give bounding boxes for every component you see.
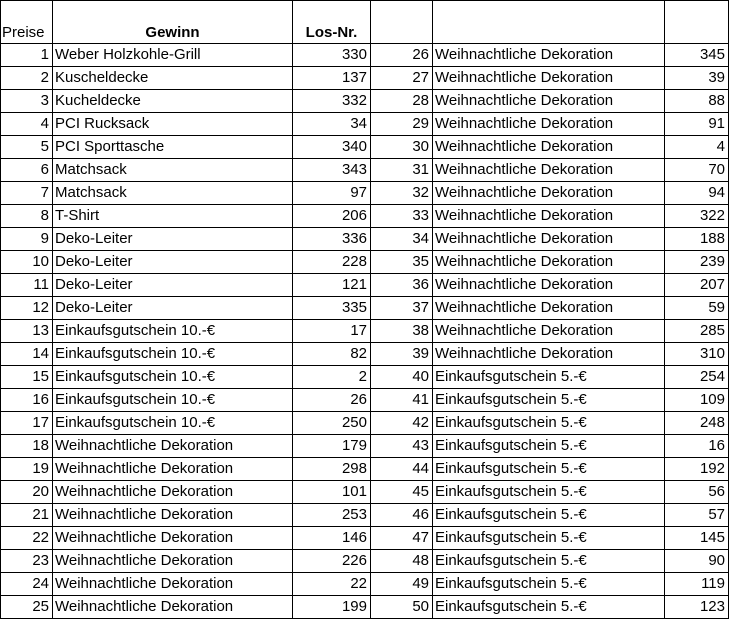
prize-number-cell[interactable]: 46 [371, 504, 433, 527]
prize-number-cell[interactable]: 20 [1, 481, 53, 504]
prize-number-cell[interactable]: 38 [371, 320, 433, 343]
ticket-number-cell[interactable]: 285 [665, 320, 729, 343]
table-row [1, 596, 729, 619]
ticket-number-cell[interactable]: 123 [665, 596, 729, 619]
prize-number-cell[interactable]: 13 [1, 320, 53, 343]
table-row [1, 320, 729, 343]
ticket-number-cell[interactable]: 146 [293, 527, 371, 550]
table-row [1, 251, 729, 274]
ticket-number-cell[interactable]: 97 [293, 182, 371, 205]
prize-number-cell[interactable]: 32 [371, 182, 433, 205]
ticket-number-cell[interactable]: 17 [293, 320, 371, 343]
ticket-number-cell[interactable]: 91 [665, 113, 729, 136]
prize-name-cell[interactable]: Weihnachtliche Dekoration [433, 182, 665, 205]
table-row [1, 90, 729, 113]
table-row [1, 182, 729, 205]
ticket-number-cell[interactable]: 26 [293, 389, 371, 412]
prize-number-cell[interactable]: 30 [371, 136, 433, 159]
ticket-number-cell[interactable]: 4 [665, 136, 729, 159]
prize-name-cell[interactable]: Weihnachtliche Dekoration [53, 527, 293, 550]
prize-name-cell[interactable]: Weihnachtliche Dekoration [53, 458, 293, 481]
ticket-number-cell[interactable]: 310 [665, 343, 729, 366]
prize-number-cell[interactable]: 7 [1, 182, 53, 205]
prize-number-cell[interactable]: 37 [371, 297, 433, 320]
table-row [1, 389, 729, 412]
prize-name-cell[interactable]: Weihnachtliche Dekoration [433, 136, 665, 159]
ticket-number-cell[interactable]: 228 [293, 251, 371, 274]
header-los-nr[interactable]: Los-Nr. [293, 1, 371, 44]
prize-name-cell[interactable]: Deko-Leiter [53, 297, 293, 320]
prize-number-cell[interactable]: 31 [371, 159, 433, 182]
ticket-number-cell[interactable]: 16 [665, 435, 729, 458]
prize-name-cell[interactable]: Einkaufsgutschein 10.-€ [53, 366, 293, 389]
table-row [1, 573, 729, 596]
ticket-number-cell[interactable]: 332 [293, 90, 371, 113]
prize-name-cell[interactable]: Einkaufsgutschein 5.-€ [433, 550, 665, 573]
prize-name-cell[interactable]: Weihnachtliche Dekoration [433, 251, 665, 274]
prize-name-cell[interactable]: Weihnachtliche Dekoration [53, 435, 293, 458]
table-row [1, 343, 729, 366]
prize-name-cell[interactable]: Weber Holzkohle-Grill [53, 44, 293, 67]
prize-number-cell[interactable]: 1 [1, 44, 53, 67]
ticket-number-cell[interactable]: 207 [665, 274, 729, 297]
prize-name-cell[interactable]: Weihnachtliche Dekoration [53, 573, 293, 596]
header-col5[interactable] [433, 1, 665, 44]
prize-number-cell[interactable]: 47 [371, 527, 433, 550]
prize-number-cell[interactable]: 5 [1, 136, 53, 159]
prize-name-cell[interactable]: Matchsack [53, 159, 293, 182]
prize-name-cell[interactable]: Deko-Leiter [53, 228, 293, 251]
prize-name-cell[interactable]: Einkaufsgutschein 5.-€ [433, 458, 665, 481]
ticket-number-cell[interactable]: 253 [293, 504, 371, 527]
prize-number-cell[interactable]: 17 [1, 412, 53, 435]
prize-number-cell[interactable]: 41 [371, 389, 433, 412]
prize-name-cell[interactable]: Kucheldecke [53, 90, 293, 113]
prize-number-cell[interactable]: 28 [371, 90, 433, 113]
ticket-number-cell[interactable]: 101 [293, 481, 371, 504]
prize-name-cell[interactable]: Einkaufsgutschein 10.-€ [53, 343, 293, 366]
prize-number-cell[interactable]: 10 [1, 251, 53, 274]
table-row [1, 550, 729, 573]
prize-number-cell[interactable]: 42 [371, 412, 433, 435]
header-col4[interactable] [371, 1, 433, 44]
header-row [1, 1, 729, 44]
prize-number-cell[interactable]: 3 [1, 90, 53, 113]
table-row [1, 297, 729, 320]
ticket-number-cell[interactable]: 322 [665, 205, 729, 228]
table-row [1, 228, 729, 251]
header-preise[interactable]: Preise [1, 1, 53, 44]
prize-number-cell[interactable]: 50 [371, 596, 433, 619]
prize-number-cell[interactable]: 35 [371, 251, 433, 274]
prize-name-cell[interactable]: Weihnachtliche Dekoration [433, 274, 665, 297]
prize-number-cell[interactable]: 49 [371, 573, 433, 596]
prize-number-cell[interactable]: 16 [1, 389, 53, 412]
prize-name-cell[interactable]: Weihnachtliche Dekoration [433, 205, 665, 228]
prize-name-cell[interactable]: Weihnachtliche Dekoration [53, 596, 293, 619]
prize-name-cell[interactable]: Weihnachtliche Dekoration [53, 550, 293, 573]
prize-number-cell[interactable]: 27 [371, 67, 433, 90]
prize-name-cell[interactable]: Einkaufsgutschein 5.-€ [433, 366, 665, 389]
prize-number-cell[interactable]: 39 [371, 343, 433, 366]
table-row [1, 274, 729, 297]
prize-number-cell[interactable]: 12 [1, 297, 53, 320]
header-gewinn[interactable]: Gewinn [53, 1, 293, 44]
ticket-number-cell[interactable]: 335 [293, 297, 371, 320]
prize-number-cell[interactable]: 26 [371, 44, 433, 67]
table-row [1, 205, 729, 228]
prize-name-cell[interactable]: Einkaufsgutschein 10.-€ [53, 412, 293, 435]
ticket-number-cell[interactable]: 179 [293, 435, 371, 458]
prize-name-cell[interactable]: Weihnachtliche Dekoration [433, 343, 665, 366]
prize-number-cell[interactable]: 11 [1, 274, 53, 297]
ticket-number-cell[interactable]: 94 [665, 182, 729, 205]
ticket-number-cell[interactable]: 34 [293, 113, 371, 136]
prize-number-cell[interactable]: 48 [371, 550, 433, 573]
table-row [1, 527, 729, 550]
header-col6[interactable] [665, 1, 729, 44]
prize-name-cell[interactable]: Weihnachtliche Dekoration [433, 44, 665, 67]
ticket-number-cell[interactable]: 336 [293, 228, 371, 251]
prize-name-cell[interactable]: Weihnachtliche Dekoration [433, 159, 665, 182]
prize-number-cell[interactable]: 8 [1, 205, 53, 228]
table-body [1, 44, 729, 619]
ticket-number-cell[interactable]: 22 [293, 573, 371, 596]
prize-number-cell[interactable]: 45 [371, 481, 433, 504]
ticket-number-cell[interactable]: 57 [665, 504, 729, 527]
prize-number-cell[interactable]: 4 [1, 113, 53, 136]
prize-name-cell[interactable]: PCI Rucksack [53, 113, 293, 136]
ticket-number-cell[interactable]: 340 [293, 136, 371, 159]
table-row [1, 113, 729, 136]
prize-number-cell[interactable]: 40 [371, 366, 433, 389]
prize-name-cell[interactable]: Weihnachtliche Dekoration [433, 67, 665, 90]
ticket-number-cell[interactable]: 345 [665, 44, 729, 67]
prize-name-cell[interactable]: Einkaufsgutschein 10.-€ [53, 320, 293, 343]
ticket-number-cell[interactable]: 192 [665, 458, 729, 481]
ticket-number-cell[interactable]: 250 [293, 412, 371, 435]
prize-name-cell[interactable]: Einkaufsgutschein 5.-€ [433, 527, 665, 550]
ticket-number-cell[interactable]: 145 [665, 527, 729, 550]
prize-number-cell[interactable]: 25 [1, 596, 53, 619]
ticket-number-cell[interactable]: 206 [293, 205, 371, 228]
prize-name-cell[interactable]: Einkaufsgutschein 10.-€ [53, 389, 293, 412]
table-row [1, 44, 729, 67]
table-row [1, 67, 729, 90]
ticket-number-cell[interactable]: 56 [665, 481, 729, 504]
prize-number-cell[interactable]: 36 [371, 274, 433, 297]
prize-name-cell[interactable]: Weihnachtliche Dekoration [53, 481, 293, 504]
prize-name-cell[interactable]: Deko-Leiter [53, 274, 293, 297]
ticket-number-cell[interactable]: 109 [665, 389, 729, 412]
table-row [1, 435, 729, 458]
ticket-number-cell[interactable]: 88 [665, 90, 729, 113]
ticket-number-cell[interactable]: 119 [665, 573, 729, 596]
ticket-number-cell[interactable]: 239 [665, 251, 729, 274]
prize-name-cell[interactable]: Weihnachtliche Dekoration [433, 90, 665, 113]
prize-name-cell[interactable]: Einkaufsgutschein 5.-€ [433, 412, 665, 435]
table-row [1, 159, 729, 182]
prize-name-cell[interactable]: Weihnachtliche Dekoration [433, 297, 665, 320]
table-row [1, 366, 729, 389]
ticket-number-cell[interactable]: 59 [665, 297, 729, 320]
prize-name-cell[interactable]: Matchsack [53, 182, 293, 205]
ticket-number-cell[interactable]: 39 [665, 67, 729, 90]
ticket-number-cell[interactable]: 199 [293, 596, 371, 619]
ticket-number-cell[interactable]: 330 [293, 44, 371, 67]
prize-number-cell[interactable]: 9 [1, 228, 53, 251]
prize-number-cell[interactable]: 29 [371, 113, 433, 136]
prize-name-cell[interactable]: Einkaufsgutschein 5.-€ [433, 389, 665, 412]
ticket-number-cell[interactable]: 254 [665, 366, 729, 389]
prize-number-cell[interactable]: 2 [1, 67, 53, 90]
ticket-number-cell[interactable]: 226 [293, 550, 371, 573]
prize-number-cell[interactable]: 34 [371, 228, 433, 251]
prize-number-cell[interactable]: 19 [1, 458, 53, 481]
prize-name-cell[interactable]: T-Shirt [53, 205, 293, 228]
prize-number-cell[interactable]: 21 [1, 504, 53, 527]
table-row [1, 481, 729, 504]
prize-name-cell[interactable]: Einkaufsgutschein 5.-€ [433, 504, 665, 527]
ticket-number-cell[interactable]: 2 [293, 366, 371, 389]
ticket-number-cell[interactable]: 248 [665, 412, 729, 435]
prize-number-cell[interactable]: 22 [1, 527, 53, 550]
prize-name-cell[interactable]: Deko-Leiter [53, 251, 293, 274]
prize-number-cell[interactable]: 24 [1, 573, 53, 596]
prize-name-cell[interactable]: Kuscheldecke [53, 67, 293, 90]
table-row [1, 458, 729, 481]
prize-name-cell[interactable]: Weihnachtliche Dekoration [433, 228, 665, 251]
prize-number-cell[interactable]: 44 [371, 458, 433, 481]
prize-name-cell[interactable]: Einkaufsgutschein 5.-€ [433, 481, 665, 504]
prize-number-cell[interactable]: 18 [1, 435, 53, 458]
prize-number-cell[interactable]: 6 [1, 159, 53, 182]
prize-name-cell[interactable]: Einkaufsgutschein 5.-€ [433, 435, 665, 458]
prize-name-cell[interactable]: Einkaufsgutschein 5.-€ [433, 573, 665, 596]
prize-number-cell[interactable]: 43 [371, 435, 433, 458]
table-row [1, 136, 729, 159]
prize-name-cell[interactable]: Weihnachtliche Dekoration [433, 320, 665, 343]
ticket-number-cell[interactable]: 90 [665, 550, 729, 573]
ticket-number-cell[interactable]: 137 [293, 67, 371, 90]
ticket-number-cell[interactable]: 343 [293, 159, 371, 182]
table-row [1, 412, 729, 435]
ticket-number-cell[interactable]: 70 [665, 159, 729, 182]
prize-number-cell[interactable]: 14 [1, 343, 53, 366]
ticket-number-cell[interactable]: 82 [293, 343, 371, 366]
ticket-number-cell[interactable]: 298 [293, 458, 371, 481]
prize-name-cell[interactable]: Einkaufsgutschein 5.-€ [433, 596, 665, 619]
prize-name-cell[interactable]: PCI Sporttasche [53, 136, 293, 159]
prize-number-cell[interactable]: 23 [1, 550, 53, 573]
prize-number-cell[interactable]: 15 [1, 366, 53, 389]
prize-number-cell[interactable]: 33 [371, 205, 433, 228]
prize-name-cell[interactable]: Weihnachtliche Dekoration [53, 504, 293, 527]
ticket-number-cell[interactable]: 121 [293, 274, 371, 297]
table-row [1, 504, 729, 527]
ticket-number-cell[interactable]: 188 [665, 228, 729, 251]
prize-name-cell[interactable]: Weihnachtliche Dekoration [433, 113, 665, 136]
